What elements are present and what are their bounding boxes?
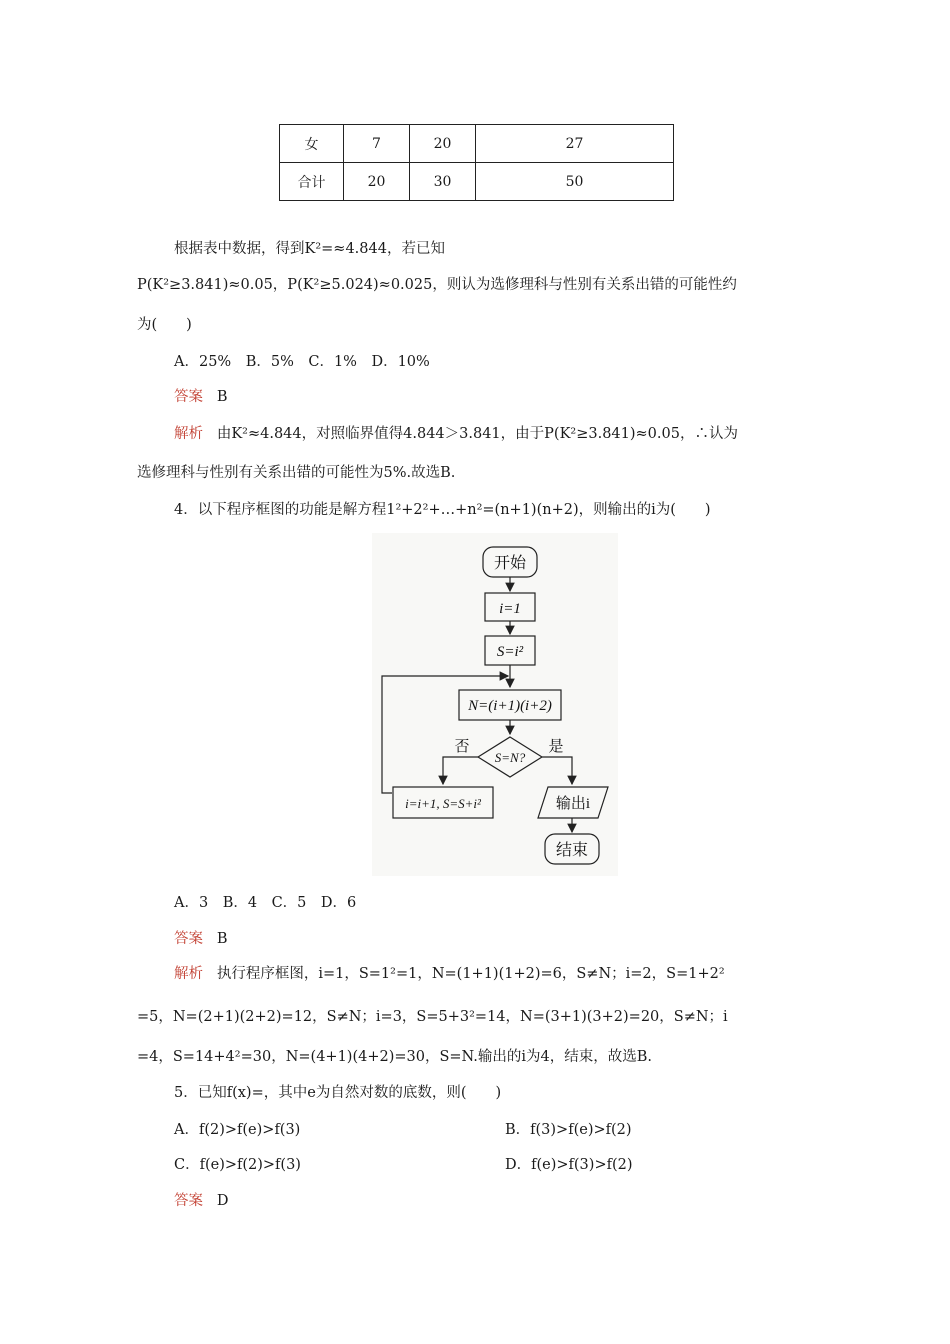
flowchart-diagram: [372, 533, 618, 876]
q4-options: A．3 B．4 C．5 D．6: [174, 895, 357, 911]
answer-label: 答案: [174, 1193, 203, 1209]
table-row: [280, 125, 674, 163]
yes-label: 是: [548, 739, 564, 755]
no-arrow: [443, 757, 478, 784]
q4-stem: 4．以下程序框图的功能是解方程1²+2²+…+n²=(n+1)(n+2)，则输出的i为( ): [174, 502, 711, 518]
flowchart: [372, 533, 618, 876]
init-s-label: S=i²: [496, 644, 524, 660]
q5-option-c: C．f(e)>f(2)>f(3): [174, 1157, 301, 1173]
analysis-label: 解析: [174, 966, 203, 982]
answer-label: 答案: [174, 931, 203, 947]
table-cell: 20: [344, 163, 410, 201]
table-cell: 50: [476, 163, 674, 201]
init-i-label: i=1: [499, 601, 521, 617]
q3-text-line2: P(K²≥3.841)≈0.05，P(K²≥5.024)≈0.025，则认为选修理科与性别有关系出错的可能性约: [137, 277, 737, 293]
q3-analysis-line2: 选修理科与性别有关系出错的可能性为5%.故选B.: [137, 465, 456, 481]
table-cell: 30: [410, 163, 476, 201]
table-cell: 女: [280, 125, 344, 163]
q5-option-a: A．f(2)>f(e)>f(3): [174, 1122, 301, 1138]
decision-label: S=N?: [494, 750, 526, 765]
table-cell: 合计: [280, 163, 344, 201]
analysis-text: 执行程序框图，i=1，S=1²=1，N=(1+1)(1+2)=6，S≠N；i=2，S=1+2²: [216, 966, 725, 982]
answer-value: B: [216, 389, 228, 405]
q3-answer: [174, 387, 227, 407]
q5-option-b: B．f(3)>f(e)>f(2): [505, 1122, 632, 1138]
table-row: [280, 163, 674, 201]
yes-arrow: [542, 757, 572, 784]
answer-value: B: [216, 931, 228, 947]
q3-analysis-line1: [174, 424, 738, 444]
compute-n-label: N=(i+1)(i+2): [468, 698, 552, 714]
start-label: 开始: [493, 555, 527, 572]
output-label: 输出i: [555, 796, 591, 812]
no-label: 否: [454, 739, 470, 755]
q3-text-line3: 为( ): [137, 317, 192, 333]
table-cell: 27: [476, 125, 674, 163]
q5-answer: [174, 1191, 228, 1211]
analysis-text: 由K²≈4.844，对照临界值得4.844＞3.841，由于P(K²≥3.841)≈0.05，∴认为: [216, 426, 738, 442]
q4-analysis-line1: [174, 964, 725, 984]
q4-analysis-line3: =4，S=14+4²=30，N=(4+1)(4+2)=30，S=N.输出的i为4，结束，故选B.: [137, 1049, 653, 1065]
end-label: 结束: [555, 842, 589, 859]
q4-answer: [174, 929, 227, 949]
update-label: i=i+1, S=S+i²: [405, 796, 481, 811]
table-cell: 20: [410, 125, 476, 163]
q5-option-d: D．f(e)>f(3)>f(2): [505, 1157, 633, 1173]
q3-text-line1: 根据表中数据，得到K²=≈4.844，若已知: [174, 241, 445, 257]
analysis-label: 解析: [174, 426, 203, 442]
q5-stem: 5．已知f(x)=，其中e为自然对数的底数，则( ): [174, 1085, 502, 1101]
q3-options: A．25% B．5% C．1% D．10%: [174, 354, 430, 370]
table-cell: 7: [344, 125, 410, 163]
answer-value: D: [216, 1193, 229, 1209]
answer-label: 答案: [174, 389, 203, 405]
loop-arrow: [382, 676, 508, 793]
contingency-table: [279, 124, 674, 201]
q4-analysis-line2: =5，N=(2+1)(2+2)=12，S≠N；i=3，S=5+3²=14，N=(3+1)(3+2)=20，S≠N；i: [137, 1009, 728, 1025]
